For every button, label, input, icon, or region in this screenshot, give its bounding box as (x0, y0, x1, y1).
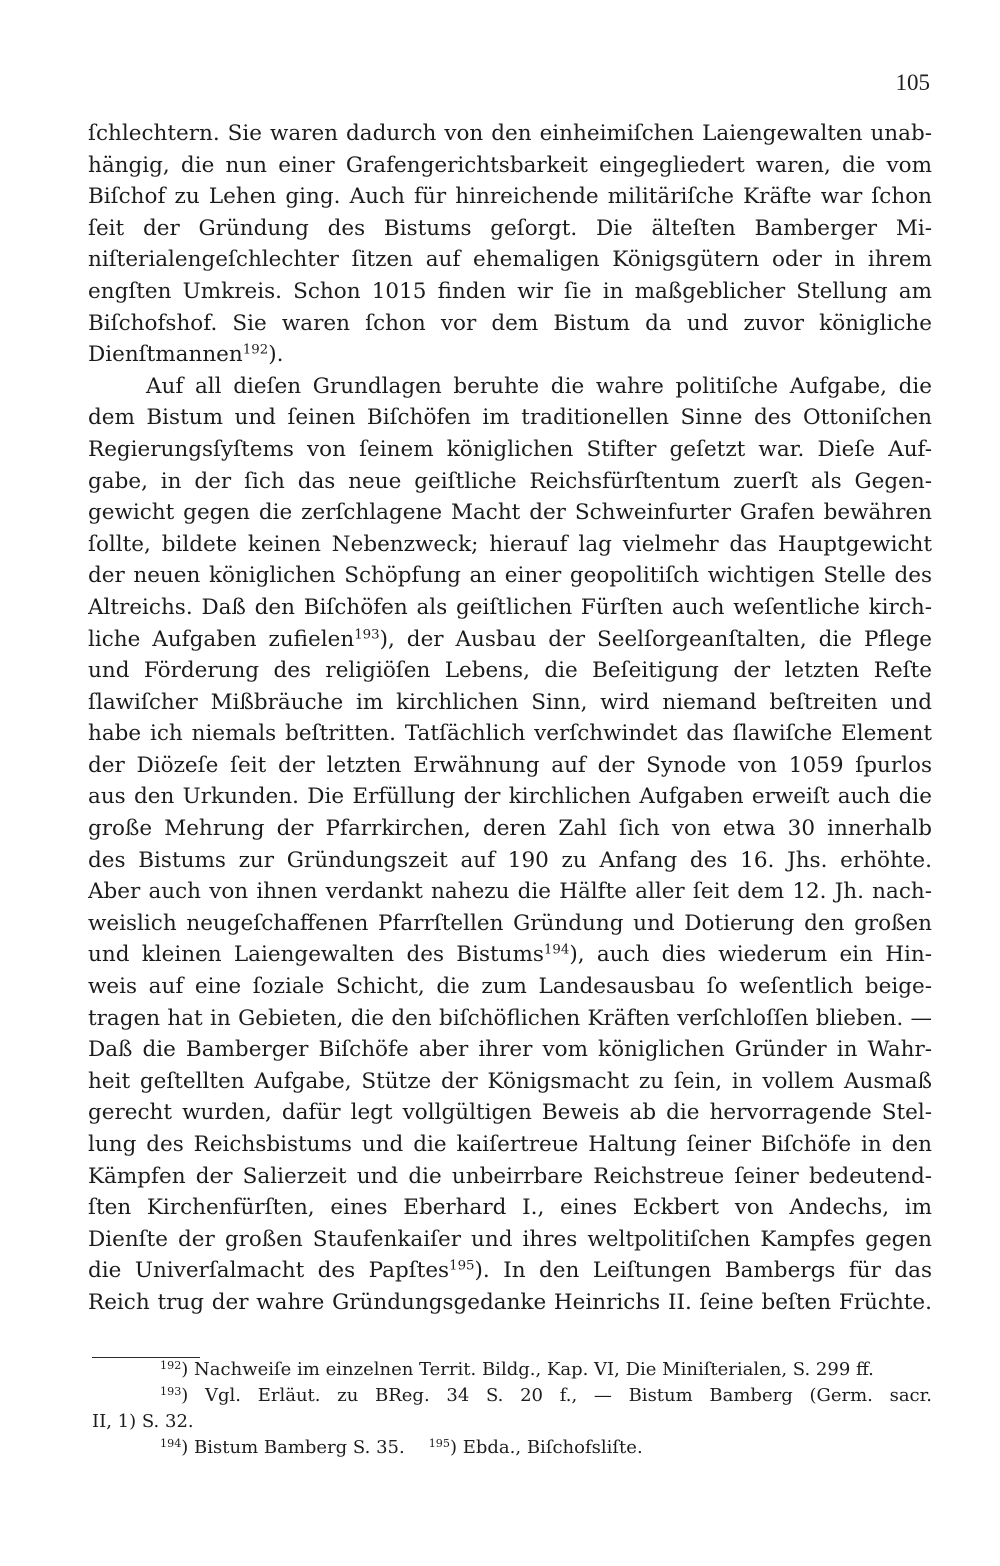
text-line (88, 939, 932, 971)
footnote-192 (92, 1357, 932, 1383)
text-fragment: liche Aufgaben zufielen (88, 626, 355, 652)
text-line: der neuen königlichen Schöpfung an einer geopolitiſch wichtigen Stelle des (88, 563, 932, 589)
text-fragment: ). In den Leiſtungen Bambergs für das (474, 1258, 932, 1284)
footnote-ref-193[interactable]: 193 (354, 627, 380, 643)
text-line: der Diözeſe ſeit der letzten Erwähnung auf der Synode von 1059 ſpurlos (88, 752, 932, 778)
text-line: Aber auch von ihnen verdankt nahezu die Hälfte aller ſeit dem 12. Jh. nach- (88, 879, 932, 905)
text-fragment: die Univerſalmacht des Papſtes (88, 1258, 450, 1284)
text-line: weis auf eine ſoziale Schicht, die zum Landesausbau ſo weſentlich beige- (88, 974, 932, 1000)
footnotes (92, 1357, 932, 1461)
text-line: ſchlechtern. Sie waren dadurch von den einheimiſchen Laiengewalten unab- (88, 121, 932, 146)
text-line: Biſchofshof. Sie waren ſchon vor dem Bistum da und zuvor königliche (88, 310, 932, 336)
text-fragment: Dienſtmannen (88, 342, 243, 368)
text-line: hängig, die nun einer Grafengerichtsbarkeit eingegliedert waren, die vom (88, 152, 932, 178)
footnote-text: ) Ebda., Biſchofsliſte. (450, 1437, 643, 1458)
footnote-mark: 192 (160, 1358, 182, 1372)
text-line: Dienſte der großen Staufenkaiſer und ihres weltpolitiſchen Kampfes gegen (88, 1226, 932, 1252)
text-line: dem Bistum und ſeinen Biſchöfen im traditionellen Sinne des Ottoniſchen (88, 405, 932, 431)
text-line: ſten Kirchenfürſten, eines Eberhard I., eines Eckbert von Andechs, im (88, 1195, 932, 1221)
footnote-mark: 193 (160, 1384, 182, 1398)
text-line: Reich trug der wahre Gründungsgedanke Heinrichs II. ſeine beſten Früchte. (88, 1289, 932, 1315)
text-line: aus den Urkunden. Die Erfüllung der kirchlichen Aufgaben erweiſt auch die (88, 784, 932, 810)
text-line (88, 339, 932, 371)
footnote-ref-195[interactable]: 195 (449, 1259, 475, 1275)
text-line: ſeit der Gründung des Bistums geſorgt. Die älteſten Bamberger Mi- (88, 215, 932, 241)
text-fragment: ). (268, 342, 284, 368)
footnote-194-195 (92, 1435, 932, 1461)
text-line: gerecht wurden, dafür legt vollgültigen Beweis ab die hervorragende Stel- (88, 1100, 932, 1126)
footnote-text: ) Nachweiſe im einzelnen Territ. Bildg., Kap. VI, Die Miniſterialen, S. 299 ff. (181, 1359, 874, 1380)
text-fragment: und kleinen Laiengewalten des Bistums (88, 942, 544, 968)
text-fragment: ), auch dies wiederum ein Hin- (569, 942, 932, 968)
text-line: große Mehrung der Pfarrkirchen, deren Zahl ſich von etwa 30 innerhalb (88, 816, 932, 842)
text-line: Daß die Bamberger Biſchöfe aber ihrer vom königlichen Gründer in Wahr- (88, 1037, 932, 1063)
text-line: Regierungsſyſtems von ſeinem königlichen Stifter geſetzt war. Dieſe Auf- (88, 436, 932, 462)
footnote-text: ) Vgl. Erläut. zu BReg. 34 S. 20 f., — Bistum Bamberg (Germ. sacr. (181, 1385, 932, 1406)
text-line: habe ich niemals beſtritten. Tatſächlich verſchwindet das ſlawiſche Element (88, 721, 932, 747)
text-line: ſlawiſcher Mißbräuche im kirchlichen Sinn, wird niemand beſtreiten und (88, 689, 932, 715)
text-line: Auf all dieſen Grundlagen beruhte die wahre politiſche Aufgabe, die (146, 373, 932, 399)
footnote-ref-192[interactable]: 192 (242, 342, 269, 358)
text-line (88, 1255, 932, 1287)
text-line: tragen hat in Gebieten, die den biſchöflichen Kräften verſchloſſen blieben. — (88, 1005, 932, 1031)
text-line: weislich neugeſchaffenen Pfarrſtellen Gründung und Dotierung den großen (88, 910, 932, 936)
text-line: Biſchof zu Lehen ging. Auch für hinreichende militäriſche Kräfte war ſchon (88, 184, 932, 210)
text-line: niſterialengeſchlechter ſitzen auf ehemaligen Königsgütern oder in ihrem (88, 247, 932, 273)
text-line: lung des Reichsbistums und die kaiſertreue Haltung ſeiner Biſchöfe in den (88, 1132, 932, 1157)
text-line (88, 624, 932, 656)
footnote-mark: 194 (160, 1436, 182, 1450)
text-fragment: ), der Ausbau der Seelſorgeanſtalten, die Pflege (379, 626, 932, 652)
text-line: gabe, in der ſich das neue geiſtliche Reichsfürſtentum zuerſt als Gegen- (88, 468, 932, 494)
text-line: ſollte, bildete keinen Nebenzweck; hierauf lag vielmehr das Hauptgewicht (88, 531, 932, 557)
page-number: 105 (895, 70, 930, 95)
footnote-mark: 195 (428, 1436, 450, 1450)
text-line: engſten Umkreis. Schon 1015 finden wir ſie in maßgeblicher Stellung am (88, 278, 932, 304)
footnote-text: ) Bistum Bamberg S. 35. (181, 1437, 405, 1458)
text-line: des Bistums zur Gründungszeit auf 190 zu Anfang des 16. Jhs. erhöhte. (88, 847, 932, 873)
text-line: Kämpfen der Salierzeit und die unbeirrbare Reichstreue ſeiner bedeutend- (88, 1163, 932, 1189)
footnote-193-continued: II, 1) S. 32. (92, 1411, 194, 1432)
text-line: heit geſtellten Aufgabe, Stütze der Königsmacht zu ſein, in vollem Ausmaß (88, 1068, 932, 1094)
footnote-ref-194[interactable]: 194 (543, 943, 570, 959)
text-line: und Förderung des religiöſen Lebens, die Beſeitigung der letzten Reſte (88, 658, 932, 684)
text-line: gewicht gegen die zerſchlagene Macht der Schweinfurter Grafen bewähren (88, 500, 932, 526)
text-line: Altreichs. Daß den Biſchöfen als geiſtlichen Fürſten auch weſentliche kirch- (88, 594, 932, 620)
footnote-193 (92, 1383, 932, 1409)
body-text (88, 118, 932, 1319)
